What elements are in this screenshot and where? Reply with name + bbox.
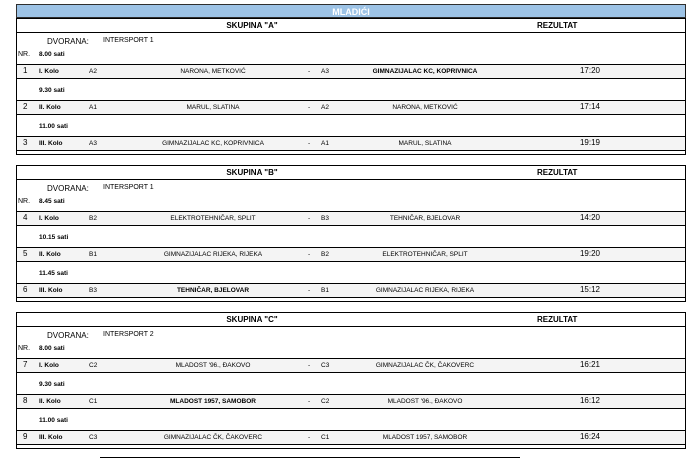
home-team: TEHNIČAR, BJELOVAR [176,287,250,294]
match-dash: - [308,251,311,258]
match-time: 11.00 sati [39,417,68,424]
match-time: 11.45 sati [39,270,68,277]
home-code: C1 [89,398,98,405]
away-team: GIMNAZIJALAC KC, KOPRIVNICA [372,68,478,75]
home-code: A1 [89,104,97,111]
home-code: A2 [89,68,97,75]
result-header: REZULTAT [537,168,578,177]
match-row [17,211,685,226]
away-team: MLADOST 1957, SAMOBOR [382,434,468,441]
away-code: C2 [321,398,330,405]
match-score: 16:21 [579,360,601,369]
nr-label: NR. [18,345,31,352]
match-dash: - [308,434,311,441]
hall-label: DVORANA: [47,37,89,46]
group-header [17,313,685,327]
match-number: 6 [23,285,28,294]
match-score: 15:12 [579,285,601,294]
match-round: I. Kolo [39,362,59,369]
match-score: 14:20 [579,213,601,222]
match-row [17,394,685,409]
match-time: 8.00 sati [39,51,65,58]
match-row [17,247,685,262]
away-team: GIMNAZIJALAC ČK, ČAKOVERC [375,362,475,369]
match-round: III. Kolo [39,434,63,441]
home-team: ELEKTROTEHNIČAR, SPLIT [170,215,256,222]
away-code: A3 [321,68,329,75]
home-code: B1 [89,251,97,258]
match-row [17,358,685,373]
match-row [17,136,685,151]
match-dash: - [308,215,311,222]
group-b [16,165,686,302]
match-row [17,100,685,115]
group-name: SKUPINA "C" [226,315,278,324]
match-number: 5 [23,249,28,258]
match-dash: - [308,104,311,111]
match-round: I. Kolo [39,68,59,75]
group-name: SKUPINA "B" [226,168,278,177]
match-number: 2 [23,102,28,111]
hall-name: INTERSPORT 2 [103,331,154,338]
group-header [17,19,685,33]
match-round: II. Kolo [39,104,61,111]
match-round: III. Kolo [39,140,63,147]
match-number: 9 [23,432,28,441]
away-code: B1 [321,287,329,294]
home-team: GIMNAZIJALAC RIJEKA, RIJEKA [163,251,263,258]
match-number: 1 [23,66,28,75]
bottom-divider [100,457,520,458]
group-header [17,166,685,180]
hall-name: INTERSPORT 1 [103,184,154,191]
match-score: 17:14 [579,102,601,111]
hall-label: DVORANA: [47,184,89,193]
away-code: B3 [321,215,329,222]
match-score: 16:12 [579,396,601,405]
home-code: C3 [89,434,98,441]
away-team: NARONA, METKOVIĆ [392,104,458,111]
home-team: MARUL, SLATINA [186,104,240,111]
match-number: 8 [23,396,28,405]
match-time: 10.15 sati [39,234,69,241]
group-name: SKUPINA "A" [226,21,278,30]
match-number: 4 [23,213,28,222]
away-team: TEHNIČAR, BJELOVAR [389,215,461,222]
home-code: C2 [89,362,98,369]
home-code: B2 [89,215,97,222]
home-team: MLADOST '96., ĐAKOVO [175,362,251,369]
away-code: A1 [321,140,329,147]
match-row [17,64,685,79]
home-code: B3 [89,287,97,294]
match-time: 8.00 sati [39,345,65,352]
away-code: A2 [321,104,329,111]
hall-label: DVORANA: [47,331,89,340]
match-time: 9.30 sati [39,381,65,388]
match-time: 8.45 sati [39,198,65,205]
group-c [16,312,686,449]
match-time: 11.00 sati [39,123,68,130]
result-header: REZULTAT [537,21,578,30]
away-code: B2 [321,251,329,258]
away-team: MARUL, SLATINA [398,140,452,147]
match-score: 16:24 [579,432,601,441]
result-header: REZULTAT [537,315,578,324]
home-team: GIMNAZIJALAC ČK, ČAKOVERC [163,434,263,441]
match-round: III. Kolo [39,287,63,294]
match-round: I. Kolo [39,215,59,222]
home-team: MLADOST 1957, SAMOBOR [170,398,256,405]
home-code: A3 [89,140,97,147]
match-score: 19:19 [579,138,601,147]
nr-label: NR. [18,51,31,58]
away-team: MLADOST '96., ĐAKOVO [387,398,463,405]
match-dash: - [308,140,311,147]
match-number: 3 [23,138,28,147]
away-code: C3 [321,362,330,369]
home-team: GIMNAZIJALAC KC, KOPRIVNICA [162,140,264,147]
home-team: NARONA, METKOVIĆ [180,68,246,75]
away-code: C1 [321,434,330,441]
group-a [16,18,686,155]
match-dash: - [308,398,311,405]
page-title: MLADIĆI [16,4,686,18]
away-team: ELEKTROTEHNIČAR, SPLIT [382,251,468,258]
match-round: II. Kolo [39,251,61,258]
match-row [17,430,685,445]
match-number: 7 [23,360,28,369]
match-row [17,283,685,298]
match-dash: - [308,287,311,294]
match-round: II. Kolo [39,398,61,405]
match-dash: - [308,68,311,75]
match-dash: - [308,362,311,369]
match-score: 17:20 [579,66,601,75]
away-team: GIMNAZIJALAC RIJEKA, RIJEKA [375,287,475,294]
nr-label: NR. [18,198,31,205]
hall-name: INTERSPORT 1 [103,37,154,44]
match-score: 19:20 [579,249,601,258]
match-time: 9.30 sati [39,87,65,94]
